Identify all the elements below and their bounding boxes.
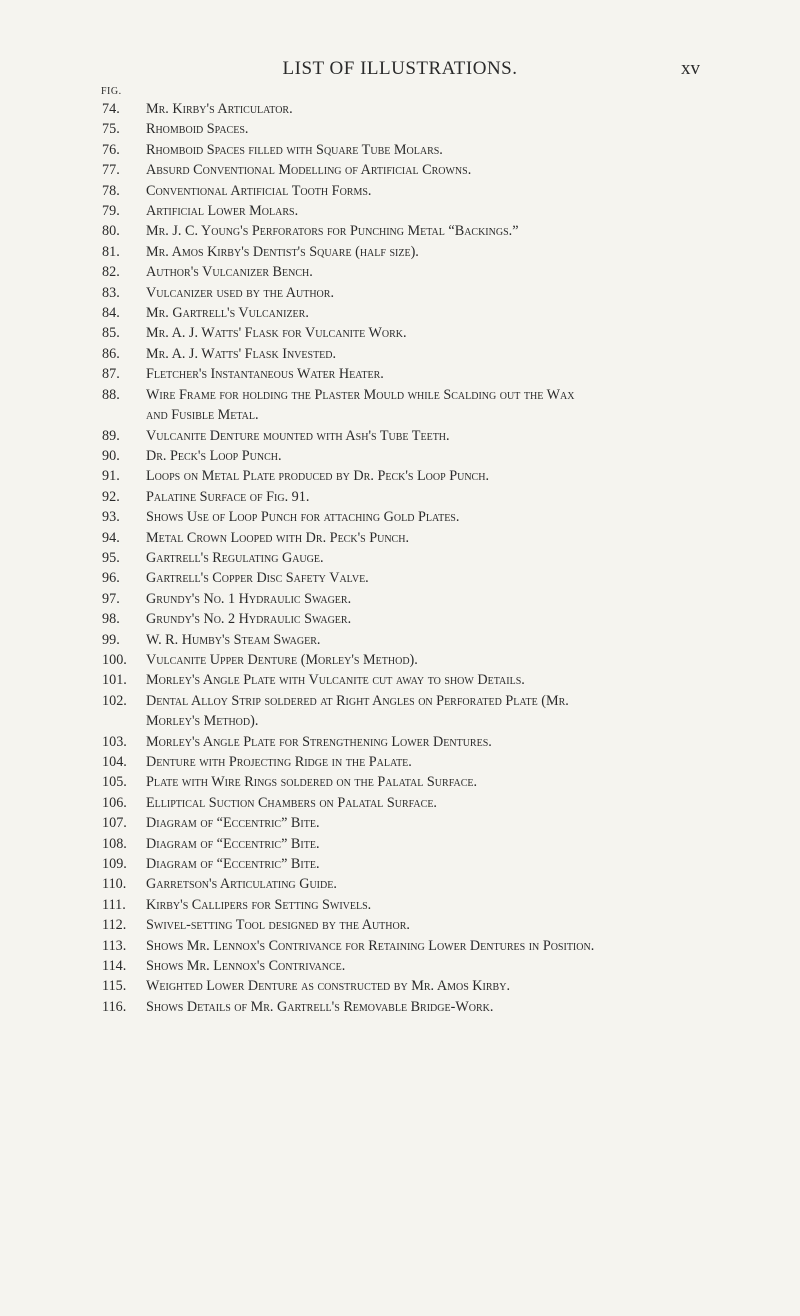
figure-number: 111. xyxy=(102,896,126,913)
figure-number: 77. xyxy=(102,162,120,179)
figure-caption: Grundy's No. 2 Hydraulic Swager. xyxy=(146,611,352,628)
figure-caption: Denture with Projecting Ridge in the Palate. xyxy=(146,754,412,770)
figure-caption: Rhomboid Spaces filled with Square Tube Molars. xyxy=(146,141,443,158)
list-item xyxy=(102,915,722,935)
list-item xyxy=(102,589,722,609)
figure-caption: Mr. A. J. Watts' Flask Invested. xyxy=(146,345,337,362)
figure-caption: Vulcanizer used by the Author. xyxy=(146,284,334,301)
figure-caption: Mr. Gartrell's Vulcanizer. xyxy=(146,305,309,322)
figure-number: 110. xyxy=(102,876,127,893)
figure-caption: Vulcanite Denture mounted with Ash's Tube Teeth. xyxy=(146,427,450,444)
list-item xyxy=(102,323,722,343)
figure-caption: Grundy's No. 1 Hydraulic Swager. xyxy=(146,590,352,607)
figure-caption: Loops on Metal Plate produced by Dr. Peck's Loop Punch. xyxy=(146,468,489,485)
figure-number: 113. xyxy=(102,937,127,954)
list-item xyxy=(102,895,722,915)
figure-caption: Palatine Surface of Fig. 91. xyxy=(146,488,310,505)
figure-caption: Mr. A. J. Watts' Flask for Vulcanite Work. xyxy=(146,325,407,342)
figure-number: 103. xyxy=(102,733,127,750)
fig-column-label: FIG. xyxy=(101,86,122,97)
figure-caption: Mr. Kirby's Articulator. xyxy=(146,101,293,117)
figure-number: 109. xyxy=(102,856,127,873)
list-item xyxy=(102,344,722,364)
figure-caption: Morley's Angle Plate for Strengthening Lower Dentures. xyxy=(146,733,492,750)
list-item xyxy=(102,446,722,466)
list-item xyxy=(102,487,722,507)
page-number: xv xyxy=(681,58,700,79)
figure-number: 82. xyxy=(102,264,120,281)
list-item xyxy=(102,548,722,568)
figure-number: 102. xyxy=(102,692,127,709)
figure-caption: Plate with Wire Rings soldered on the Palatal Surface. xyxy=(146,774,478,791)
figure-caption: Metal Crown Looped with Dr. Peck's Punch. xyxy=(146,529,409,546)
list-item xyxy=(102,956,722,976)
figure-number: 116. xyxy=(102,998,127,1015)
figure-caption: Vulcanite Upper Denture (Morley's Method). xyxy=(146,651,418,668)
figure-caption: Fletcher's Instantaneous Water Heater. xyxy=(146,366,384,383)
list-item xyxy=(102,813,722,833)
figure-number: 93. xyxy=(102,509,120,526)
list-item xyxy=(102,936,722,956)
figure-caption-continued: Morley's Method). xyxy=(146,713,259,730)
figure-caption: Shows Mr. Lennox's Contrivance. xyxy=(146,958,346,975)
figure-number: 107. xyxy=(102,815,127,832)
figure-caption: Elliptical Suction Chambers on Palatal Surface. xyxy=(146,794,437,811)
list-item xyxy=(102,262,722,282)
figure-number: 75. xyxy=(102,121,120,138)
figure-caption: Shows Use of Loop Punch for attaching Gold Plates. xyxy=(146,509,460,526)
list-item xyxy=(102,854,722,874)
figure-caption: Diagram of “Eccentric” Bite. xyxy=(146,835,320,852)
list-item xyxy=(102,793,722,813)
list-item xyxy=(102,507,722,527)
figure-number: 91. xyxy=(102,468,120,485)
figure-number: 90. xyxy=(102,447,120,464)
list-item xyxy=(102,670,722,690)
figure-number: 88. xyxy=(102,386,120,403)
figure-number: 99. xyxy=(102,631,120,648)
figure-caption: Diagram of “Eccentric” Bite. xyxy=(146,815,320,832)
figure-caption: Rhomboid Spaces. xyxy=(146,121,249,138)
figure-caption: Mr. J. C. Young's Perforators for Punching Metal “Backings.” xyxy=(146,223,519,240)
figure-number: 114. xyxy=(102,958,127,975)
figure-caption: Shows Details of Mr. Gartrell's Removable Bridge-Work. xyxy=(146,998,494,1015)
list-item xyxy=(102,283,722,303)
list-item xyxy=(102,99,722,119)
figure-number: 98. xyxy=(102,611,120,628)
figure-number: 83. xyxy=(102,284,120,301)
figure-number: 100. xyxy=(102,651,127,668)
illustrations-list xyxy=(102,99,722,1017)
figure-number: 104. xyxy=(102,754,127,770)
figure-number: 105. xyxy=(102,774,127,791)
figure-number: 86. xyxy=(102,345,120,362)
figure-caption: Dr. Peck's Loop Punch. xyxy=(146,447,282,464)
figure-caption: Artificial Lower Molars. xyxy=(146,203,299,220)
list-item xyxy=(102,732,722,752)
figure-number: 85. xyxy=(102,325,120,342)
list-item xyxy=(102,119,722,139)
figure-caption-continued: and Fusible Metal. xyxy=(146,407,259,424)
list-item xyxy=(102,609,722,629)
list-item xyxy=(102,466,722,486)
list-item xyxy=(102,364,722,384)
running-title: LIST OF ILLUSTRATIONS. xyxy=(282,58,518,79)
figure-caption: Author's Vulcanizer Bench. xyxy=(146,264,313,281)
figure-caption: Conventional Artificial Tooth Forms. xyxy=(146,182,372,199)
figure-caption: Diagram of “Eccentric” Bite. xyxy=(146,856,320,873)
figure-caption: Absurd Conventional Modelling of Artificial Crowns. xyxy=(146,162,472,179)
list-item xyxy=(102,181,722,201)
figure-number: 74. xyxy=(102,101,120,117)
figure-number: 79. xyxy=(102,203,120,220)
figure-caption: Garretson's Articulating Guide. xyxy=(146,876,337,893)
figure-number: 87. xyxy=(102,366,120,383)
figure-caption: Gartrell's Regulating Gauge. xyxy=(146,549,324,566)
list-item xyxy=(102,752,722,772)
list-item xyxy=(102,242,722,262)
figure-number: 108. xyxy=(102,835,127,852)
figure-number: 78. xyxy=(102,182,120,199)
figure-caption: Wire Frame for holding the Plaster Mould while Scalding out the Wax xyxy=(146,386,575,403)
figure-caption: W. R. Humby's Steam Swager. xyxy=(146,631,321,648)
figure-number: 95. xyxy=(102,549,120,566)
figure-number: 112. xyxy=(102,917,127,934)
figure-number: 80. xyxy=(102,223,120,240)
list-item xyxy=(102,568,722,588)
figure-caption: Mr. Amos Kirby's Dentist's Square (half size). xyxy=(146,243,419,260)
list-item xyxy=(102,874,722,894)
list-item xyxy=(102,221,722,241)
figure-number: 89. xyxy=(102,427,120,444)
figure-caption: Dental Alloy Strip soldered at Right Angles on Perforated Plate (Mr. xyxy=(146,692,569,709)
figure-number: 96. xyxy=(102,570,120,587)
figure-number: 115. xyxy=(102,978,127,995)
list-item xyxy=(102,140,722,160)
figure-number: 94. xyxy=(102,529,120,546)
figure-number: 81. xyxy=(102,243,120,260)
figure-caption: Swivel-setting Tool designed by the Author. xyxy=(146,917,410,934)
list-item xyxy=(102,385,722,405)
figure-caption: Weighted Lower Denture as constructed by Mr. Amos Kirby. xyxy=(146,978,510,995)
list-item xyxy=(102,160,722,180)
list-item xyxy=(102,772,722,792)
figure-caption: Shows Mr. Lennox's Contrivance for Retaining Lower Dentures in Position. xyxy=(146,937,595,954)
figure-number: 84. xyxy=(102,305,120,322)
figure-number: 92. xyxy=(102,488,120,505)
list-item xyxy=(102,426,722,446)
figure-caption: Morley's Angle Plate with Vulcanite cut away to show Details. xyxy=(146,672,525,689)
list-item xyxy=(102,303,722,323)
list-item xyxy=(102,650,722,670)
list-item xyxy=(102,528,722,548)
figure-number: 97. xyxy=(102,590,120,607)
list-item xyxy=(102,834,722,854)
list-item xyxy=(102,201,722,221)
figure-number: 101. xyxy=(102,672,127,689)
figure-caption: Kirby's Callipers for Setting Swivels. xyxy=(146,896,372,913)
figure-number: 106. xyxy=(102,794,127,811)
list-item xyxy=(102,691,722,711)
figure-number: 76. xyxy=(102,141,120,158)
list-item xyxy=(102,976,722,996)
figure-caption: Gartrell's Copper Disc Safety Valve. xyxy=(146,570,369,587)
list-item xyxy=(102,997,722,1017)
list-item xyxy=(102,630,722,650)
